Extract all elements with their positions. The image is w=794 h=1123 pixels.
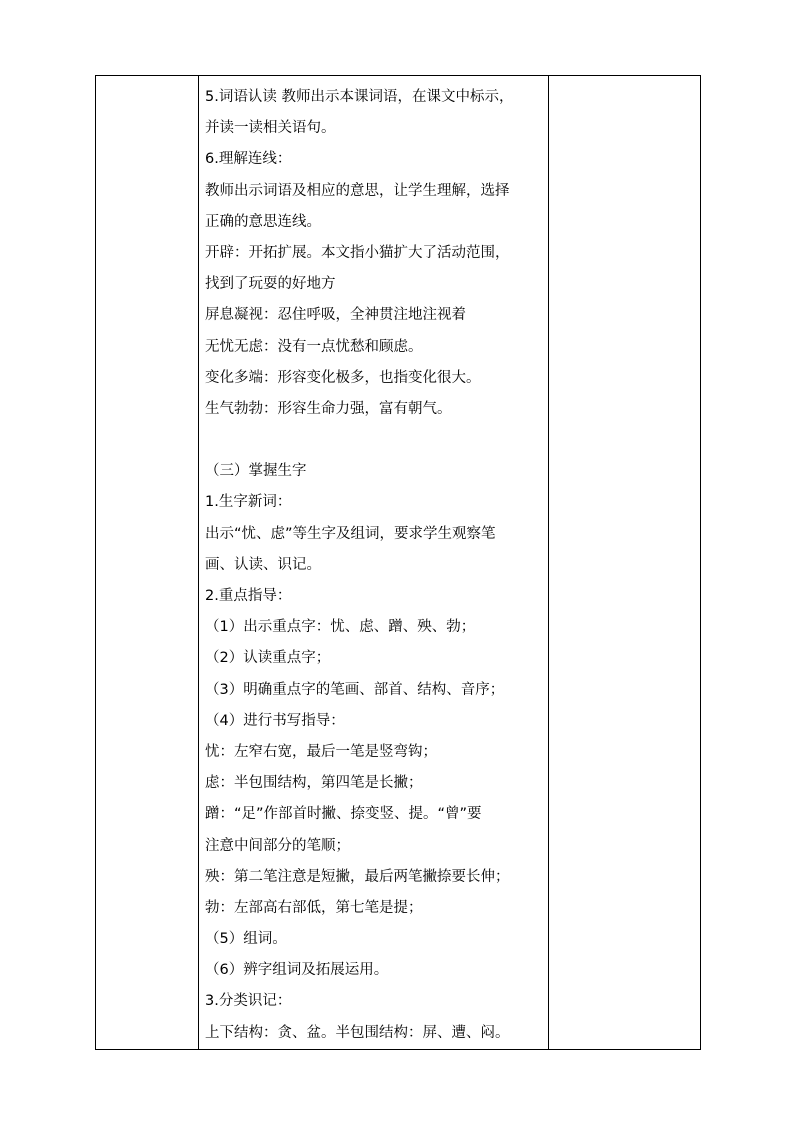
text-line: （3）明确重点字的笔画、部首、结构、音序； (205, 681, 505, 698)
table-row (96, 76, 701, 1050)
text-line: （1）出示重点字：忧、虑、蹭、殃、勃； (205, 619, 476, 636)
text-line: 并读一读相关语句。 (205, 120, 336, 137)
text-line: 出示“忧、虑”等生字及组词，要求学生观察笔 (205, 525, 496, 542)
text-line: 屏息凝视：忍住呼吸，全神贯注地注视着 (205, 307, 466, 324)
text-line: 找到了玩耍的好地方 (205, 276, 336, 293)
text-line: 5.词语认读 教师出示本课词语，在课文中标示， (205, 89, 514, 105)
content-column-cell (199, 76, 549, 1050)
text-line: 生气勃勃：形容生命力强，富有朝气。 (205, 400, 452, 417)
text-line: 开辟：开拓扩展。本文指小猫扩大了活动范围， (205, 244, 510, 261)
text-line: 6.理解连线： (205, 151, 292, 168)
text-line: 殃：第二笔注意是短撇，最后两笔撇捺要长伸； (205, 868, 510, 885)
text-line: 注意中间部分的笔顺； (205, 837, 350, 854)
text-line: （4）进行书写指导： (205, 712, 345, 729)
left-column-cell (96, 76, 199, 1050)
text-line: 3.分类识记： (205, 993, 292, 1010)
text-line: （2）认读重点字； (205, 650, 331, 667)
text-line: 1.生字新词： (205, 494, 292, 511)
text-line: 勃：左部高右部低，第七笔是提； (205, 899, 423, 916)
text-line: （6）辨字组词及拓展运用。 (205, 962, 389, 979)
content-lines (199, 76, 548, 1049)
lesson-table (95, 75, 701, 1050)
text-line: 变化多端：形容变化极多，也指变化很大。 (205, 369, 481, 386)
text-line: 2.重点指导： (205, 588, 292, 604)
text-line: 虑：半包围结构，第四笔是长撇； (205, 775, 423, 792)
text-line: （三）掌握生字 (205, 463, 307, 480)
right-column-cell (549, 76, 701, 1050)
text-line: 无忧无虑：没有一点忧愁和顾虑。 (205, 338, 423, 355)
text-line: 上下结构：贪、盆。半包围结构：屏、遭、闷。 (205, 1024, 510, 1041)
text-line: 忧：左窄右宽，最后一笔是竖弯钩； (205, 743, 437, 760)
text-line: 蹭：“足”作部首时撇、捺变竖、提。“曾”要 (205, 806, 482, 823)
text-line: 正确的意思连线。 (205, 213, 321, 230)
blank-line (205, 425, 544, 456)
text-line: 教师出示词语及相应的意思，让学生理解，选择 (205, 182, 510, 199)
text-line: 画、认读、识记。 (205, 556, 321, 573)
text-line: （5）组词。 (205, 931, 287, 948)
